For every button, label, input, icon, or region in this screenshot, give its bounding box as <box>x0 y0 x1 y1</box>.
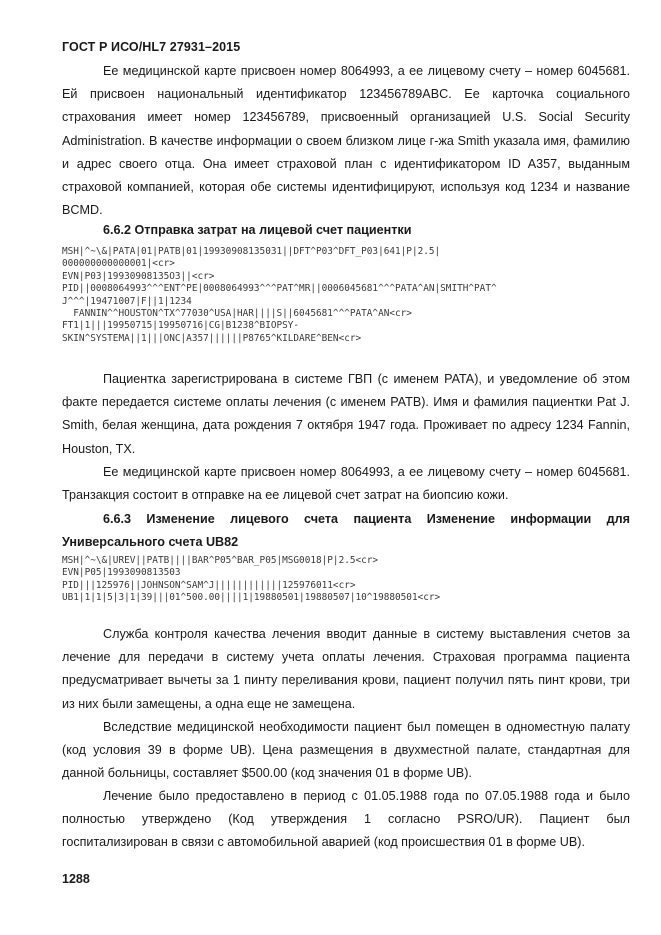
paragraph-treatment-period: Лечение было предоставлено в период с 01.05.1988 года по 07.05.1988 года и было полностью утверждено (Код утверждения 1 согласно PSRO/UR). Пациент был госпитализирован в связи с автомобильной аварией (код происшествия 01 в форме UB). <box>62 789 630 850</box>
section-heading-6-6-3: 6.6.3 Изменение лицевого счета пациента Изменение информации для Универсального счета UB82 <box>62 512 630 550</box>
paragraph-record-info: Ее медицинской карте присвоен номер 8064993, а ее лицевому счету – номер 6045681. Ей присвоен национальный идентификатор 123456789ABC. Ее карточка социального страхования имеет номер 123456789, присвоенный организацией U.S. Social Security Administration. В качестве информации о своем близком лице г-жа Smith указала имя, фамилию и адрес своего отца. Она имеет страховой план с идентификатором ID A357, выданным страховой компанией, которая обе системы идентифицируют, используя код 1234 и название BCMD. <box>62 64 630 218</box>
paragraph-medical-necessity: Вследствие медицинской необходимости пациент был помещен в одноместную палату (код условия 39 в форме UB). Цена размещения в двухместной палате, стандартная для данной больницы, составляет $500.00 (код значения 01 в форме UB). <box>62 720 630 781</box>
paragraph-registration: Пациентка зарегистрирована в системе ГВП (с именем PATA), и уведомление об этом факте передается системе оплаты лечения (с именем PATB). Имя и фамилия пациентки Pat J. Smith, белая женщина, дата рождения 7 октября 1947 года. Проживает по адресу 1234 Fannin, Houston, TX. <box>62 372 630 456</box>
hl7-message-dft-p03: MSH|^~\&|PATA|01|PATB|01|19930908135031||DFT^P03^DFT_P03|641|P|2.5| 000000000000001|<cr> EVN|P03|19930908135O3||<cr> PID||0008064993^^^ENT^PE|0008064993^^^PAT^MR||0006045681^^^PATA^AN|SMITH^PAT^ J^^^|19471007|F||1|1234 FANNIN^^HOUSTON^TX^77030^USA|HAR||||S||6045681^^^PATA^AN<cr> FT1|1|||19950715|19950716|CG|B1238^BIOPSY- SKIN^SYSTEMA||1|||ONC|A357||||||P8765^KILDARE^BEN<cr> <box>62 246 497 344</box>
paragraph-transaction: Ее медицинской карте присвоен номер 8064993, а ее лицевому счету – номер 6045681. Транзакция состоит в отправке на ее лицевой счет затрат на биопсию кожи. <box>62 465 630 503</box>
paragraph-quality-control: Служба контроля качества лечения вводит данные в систему выставления счетов за лечение для передачи в систему учета оплаты лечения. Страховая программа пациента предусматривает вычеты за 1 пинту переливания крови, пациент получил пять пинт крови, три из них были замещены, а одна еще не замещена. <box>62 627 630 711</box>
hl7-message-bar-p05: MSH|^~\&|UREV||PATB||||BAR^P05^BAR_P05|MSG0018|P|2.5<cr> EVN|P05|199309081350З PID|||125976||JOHNSON^SAM^J||||||||||||125976011<cr> UB1|1|1|5|3|1|39|||01^500.00||||1|19880501|19880507|10^19880501<cr> <box>62 555 441 604</box>
page-number: 1288 <box>62 872 90 886</box>
page-header: ГОСТ Р ИСО/HL7 27931–2015 <box>62 40 241 54</box>
section-heading-6-6-2: 6.6.2 Отправка затрат на лицевой счет пациентки <box>103 223 412 237</box>
